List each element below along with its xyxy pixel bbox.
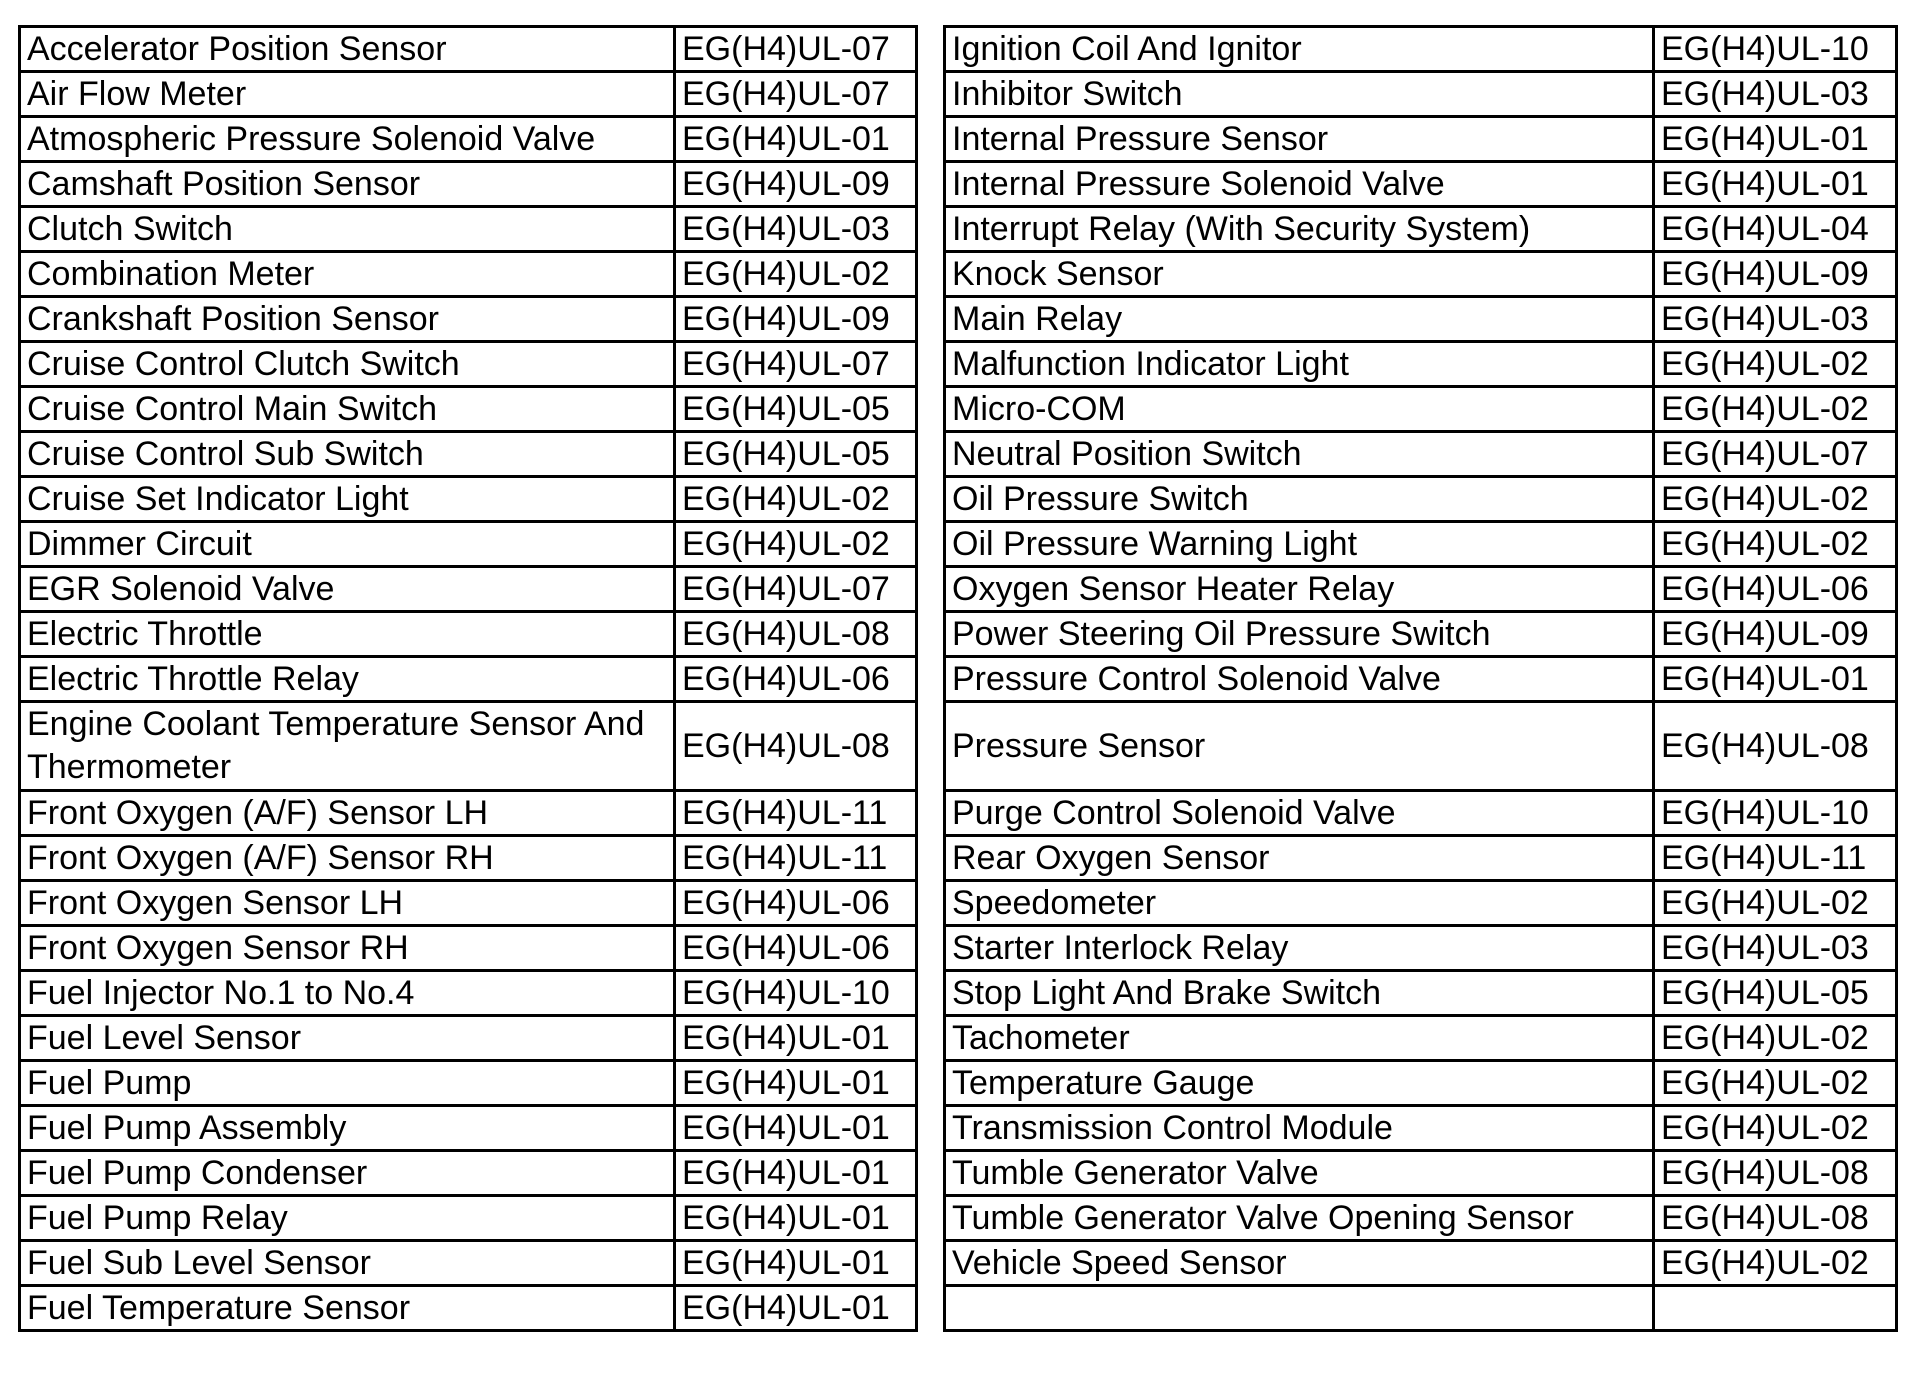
left-section-code: EG(H4)UL-06 [675,881,917,926]
left-component-name: Front Oxygen (A/F) Sensor LH [20,791,675,836]
column-gap [917,612,945,657]
table-row [20,342,1897,387]
left-section-code: EG(H4)UL-07 [675,342,917,387]
table-row [20,567,1897,612]
right-component-name: Power Steering Oil Pressure Switch [945,612,1654,657]
column-gap [917,297,945,342]
left-component-name: Front Oxygen Sensor RH [20,926,675,971]
column-gap [917,252,945,297]
column-gap [917,836,945,881]
table-row [20,657,1897,702]
right-section-code [1654,1286,1897,1331]
right-component-name: Knock Sensor [945,252,1654,297]
left-component-name: Engine Coolant Temperature Sensor And Thermometer [20,702,675,791]
right-section-code: EG(H4)UL-08 [1654,1151,1897,1196]
left-component-name: Cruise Set Indicator Light [20,477,675,522]
left-component-name: Cruise Control Clutch Switch [20,342,675,387]
right-component-name: Rear Oxygen Sensor [945,836,1654,881]
right-component-name: Tumble Generator Valve Opening Sensor [945,1196,1654,1241]
right-section-code: EG(H4)UL-02 [1654,477,1897,522]
table-row [20,207,1897,252]
left-component-name: Air Flow Meter [20,72,675,117]
right-section-code: EG(H4)UL-06 [1654,567,1897,612]
left-section-code: EG(H4)UL-01 [675,1016,917,1061]
right-section-code: EG(H4)UL-02 [1654,1016,1897,1061]
component-index-table [18,25,1898,1332]
left-section-code: EG(H4)UL-10 [675,971,917,1016]
right-component-name: Vehicle Speed Sensor [945,1241,1654,1286]
right-section-code: EG(H4)UL-03 [1654,72,1897,117]
column-gap [917,791,945,836]
right-component-name: Purge Control Solenoid Valve [945,791,1654,836]
right-section-code: EG(H4)UL-02 [1654,1106,1897,1151]
table-row [20,1241,1897,1286]
right-section-code: EG(H4)UL-02 [1654,522,1897,567]
table-row [20,72,1897,117]
right-section-code: EG(H4)UL-01 [1654,162,1897,207]
column-gap [917,1061,945,1106]
left-section-code: EG(H4)UL-07 [675,567,917,612]
left-component-name: Dimmer Circuit [20,522,675,567]
right-component-name: Oxygen Sensor Heater Relay [945,567,1654,612]
column-gap [917,567,945,612]
table-row [20,971,1897,1016]
left-component-name: Front Oxygen Sensor LH [20,881,675,926]
table-body [20,27,1897,1331]
right-component-name: Internal Pressure Sensor [945,117,1654,162]
left-component-name: Fuel Injector No.1 to No.4 [20,971,675,1016]
right-section-code: EG(H4)UL-11 [1654,836,1897,881]
column-gap [917,1241,945,1286]
left-component-name: Clutch Switch [20,207,675,252]
right-section-code: EG(H4)UL-02 [1654,881,1897,926]
right-section-code: EG(H4)UL-02 [1654,1061,1897,1106]
left-component-name: Combination Meter [20,252,675,297]
column-gap [917,702,945,791]
left-section-code: EG(H4)UL-03 [675,207,917,252]
left-component-name: Fuel Pump [20,1061,675,1106]
right-section-code: EG(H4)UL-08 [1654,1196,1897,1241]
right-section-code: EG(H4)UL-05 [1654,971,1897,1016]
left-section-code: EG(H4)UL-01 [675,1286,917,1331]
right-section-code: EG(H4)UL-01 [1654,657,1897,702]
left-component-name: Fuel Level Sensor [20,1016,675,1061]
column-gap [917,1286,945,1331]
right-section-code: EG(H4)UL-02 [1654,387,1897,432]
left-section-code: EG(H4)UL-06 [675,926,917,971]
right-section-code: EG(H4)UL-02 [1654,342,1897,387]
column-gap [917,27,945,72]
left-section-code: EG(H4)UL-02 [675,252,917,297]
right-section-code: EG(H4)UL-10 [1654,791,1897,836]
left-component-name: Fuel Pump Condenser [20,1151,675,1196]
column-gap [917,926,945,971]
table-row [20,162,1897,207]
right-component-name: Neutral Position Switch [945,432,1654,477]
left-section-code: EG(H4)UL-05 [675,432,917,477]
left-section-code: EG(H4)UL-07 [675,27,917,72]
left-component-name: Fuel Pump Assembly [20,1106,675,1151]
left-component-name: Camshaft Position Sensor [20,162,675,207]
column-gap [917,1151,945,1196]
right-component-name: Malfunction Indicator Light [945,342,1654,387]
left-component-name: Fuel Pump Relay [20,1196,675,1241]
table-row [20,297,1897,342]
column-gap [917,1106,945,1151]
right-component-name: Oil Pressure Warning Light [945,522,1654,567]
right-section-code: EG(H4)UL-01 [1654,117,1897,162]
right-component-name: Micro-COM [945,387,1654,432]
left-section-code: EG(H4)UL-02 [675,477,917,522]
column-gap [917,881,945,926]
column-gap [917,1016,945,1061]
left-section-code: EG(H4)UL-01 [675,1106,917,1151]
right-component-name: Stop Light And Brake Switch [945,971,1654,1016]
left-component-name: Atmospheric Pressure Solenoid Valve [20,117,675,162]
column-gap [917,117,945,162]
column-gap [917,342,945,387]
table-row [20,432,1897,477]
right-section-code: EG(H4)UL-09 [1654,252,1897,297]
left-component-name: Fuel Temperature Sensor [20,1286,675,1331]
right-component-name: Pressure Control Solenoid Valve [945,657,1654,702]
table-row [20,1286,1897,1331]
left-component-name: Electric Throttle Relay [20,657,675,702]
table-row [20,27,1897,72]
right-section-code: EG(H4)UL-04 [1654,207,1897,252]
left-component-name: Cruise Control Sub Switch [20,432,675,477]
right-component-name: Oil Pressure Switch [945,477,1654,522]
table-row [20,252,1897,297]
table-row [20,1196,1897,1241]
right-component-name: Interrupt Relay (With Security System) [945,207,1654,252]
left-section-code: EG(H4)UL-08 [675,612,917,657]
right-component-name: Transmission Control Module [945,1106,1654,1151]
table-row [20,1151,1897,1196]
table-row [20,117,1897,162]
table-row [20,612,1897,657]
column-gap [917,207,945,252]
table-row [20,1016,1897,1061]
right-component-name [945,1286,1654,1331]
column-gap [917,432,945,477]
right-section-code: EG(H4)UL-02 [1654,1241,1897,1286]
column-gap [917,971,945,1016]
table-row [20,926,1897,971]
left-section-code: EG(H4)UL-07 [675,72,917,117]
right-section-code: EG(H4)UL-09 [1654,612,1897,657]
left-section-code: EG(H4)UL-01 [675,117,917,162]
right-section-code: EG(H4)UL-03 [1654,297,1897,342]
left-section-code: EG(H4)UL-01 [675,1151,917,1196]
right-component-name: Main Relay [945,297,1654,342]
left-component-name: Electric Throttle [20,612,675,657]
table-row [20,836,1897,881]
table-row [20,702,1897,791]
table-row [20,1106,1897,1151]
column-gap [917,657,945,702]
column-gap [917,162,945,207]
right-component-name: Temperature Gauge [945,1061,1654,1106]
left-component-name: Fuel Sub Level Sensor [20,1241,675,1286]
right-section-code: EG(H4)UL-07 [1654,432,1897,477]
column-gap [917,387,945,432]
right-section-code: EG(H4)UL-03 [1654,926,1897,971]
right-component-name: Internal Pressure Solenoid Valve [945,162,1654,207]
right-section-code: EG(H4)UL-10 [1654,27,1897,72]
table-row [20,1061,1897,1106]
column-gap [917,72,945,117]
left-section-code: EG(H4)UL-01 [675,1196,917,1241]
left-component-name: Accelerator Position Sensor [20,27,675,72]
table-row [20,791,1897,836]
right-component-name: Ignition Coil And Ignitor [945,27,1654,72]
left-component-name: Crankshaft Position Sensor [20,297,675,342]
left-section-code: EG(H4)UL-11 [675,836,917,881]
left-section-code: EG(H4)UL-01 [675,1241,917,1286]
left-component-name: Cruise Control Main Switch [20,387,675,432]
left-section-code: EG(H4)UL-09 [675,297,917,342]
left-section-code: EG(H4)UL-09 [675,162,917,207]
left-component-name: Front Oxygen (A/F) Sensor RH [20,836,675,881]
right-component-name: Tachometer [945,1016,1654,1061]
left-section-code: EG(H4)UL-02 [675,522,917,567]
table-row [20,522,1897,567]
left-section-code: EG(H4)UL-05 [675,387,917,432]
column-gap [917,1196,945,1241]
left-section-code: EG(H4)UL-08 [675,702,917,791]
column-gap [917,477,945,522]
table-row [20,387,1897,432]
right-component-name: Starter Interlock Relay [945,926,1654,971]
left-section-code: EG(H4)UL-06 [675,657,917,702]
right-component-name: Inhibitor Switch [945,72,1654,117]
column-gap [917,522,945,567]
table-row [20,477,1897,522]
left-section-code: EG(H4)UL-11 [675,791,917,836]
right-component-name: Speedometer [945,881,1654,926]
right-component-name: Pressure Sensor [945,702,1654,791]
right-section-code: EG(H4)UL-08 [1654,702,1897,791]
left-section-code: EG(H4)UL-01 [675,1061,917,1106]
table-row [20,881,1897,926]
right-component-name: Tumble Generator Valve [945,1151,1654,1196]
left-component-name: EGR Solenoid Valve [20,567,675,612]
